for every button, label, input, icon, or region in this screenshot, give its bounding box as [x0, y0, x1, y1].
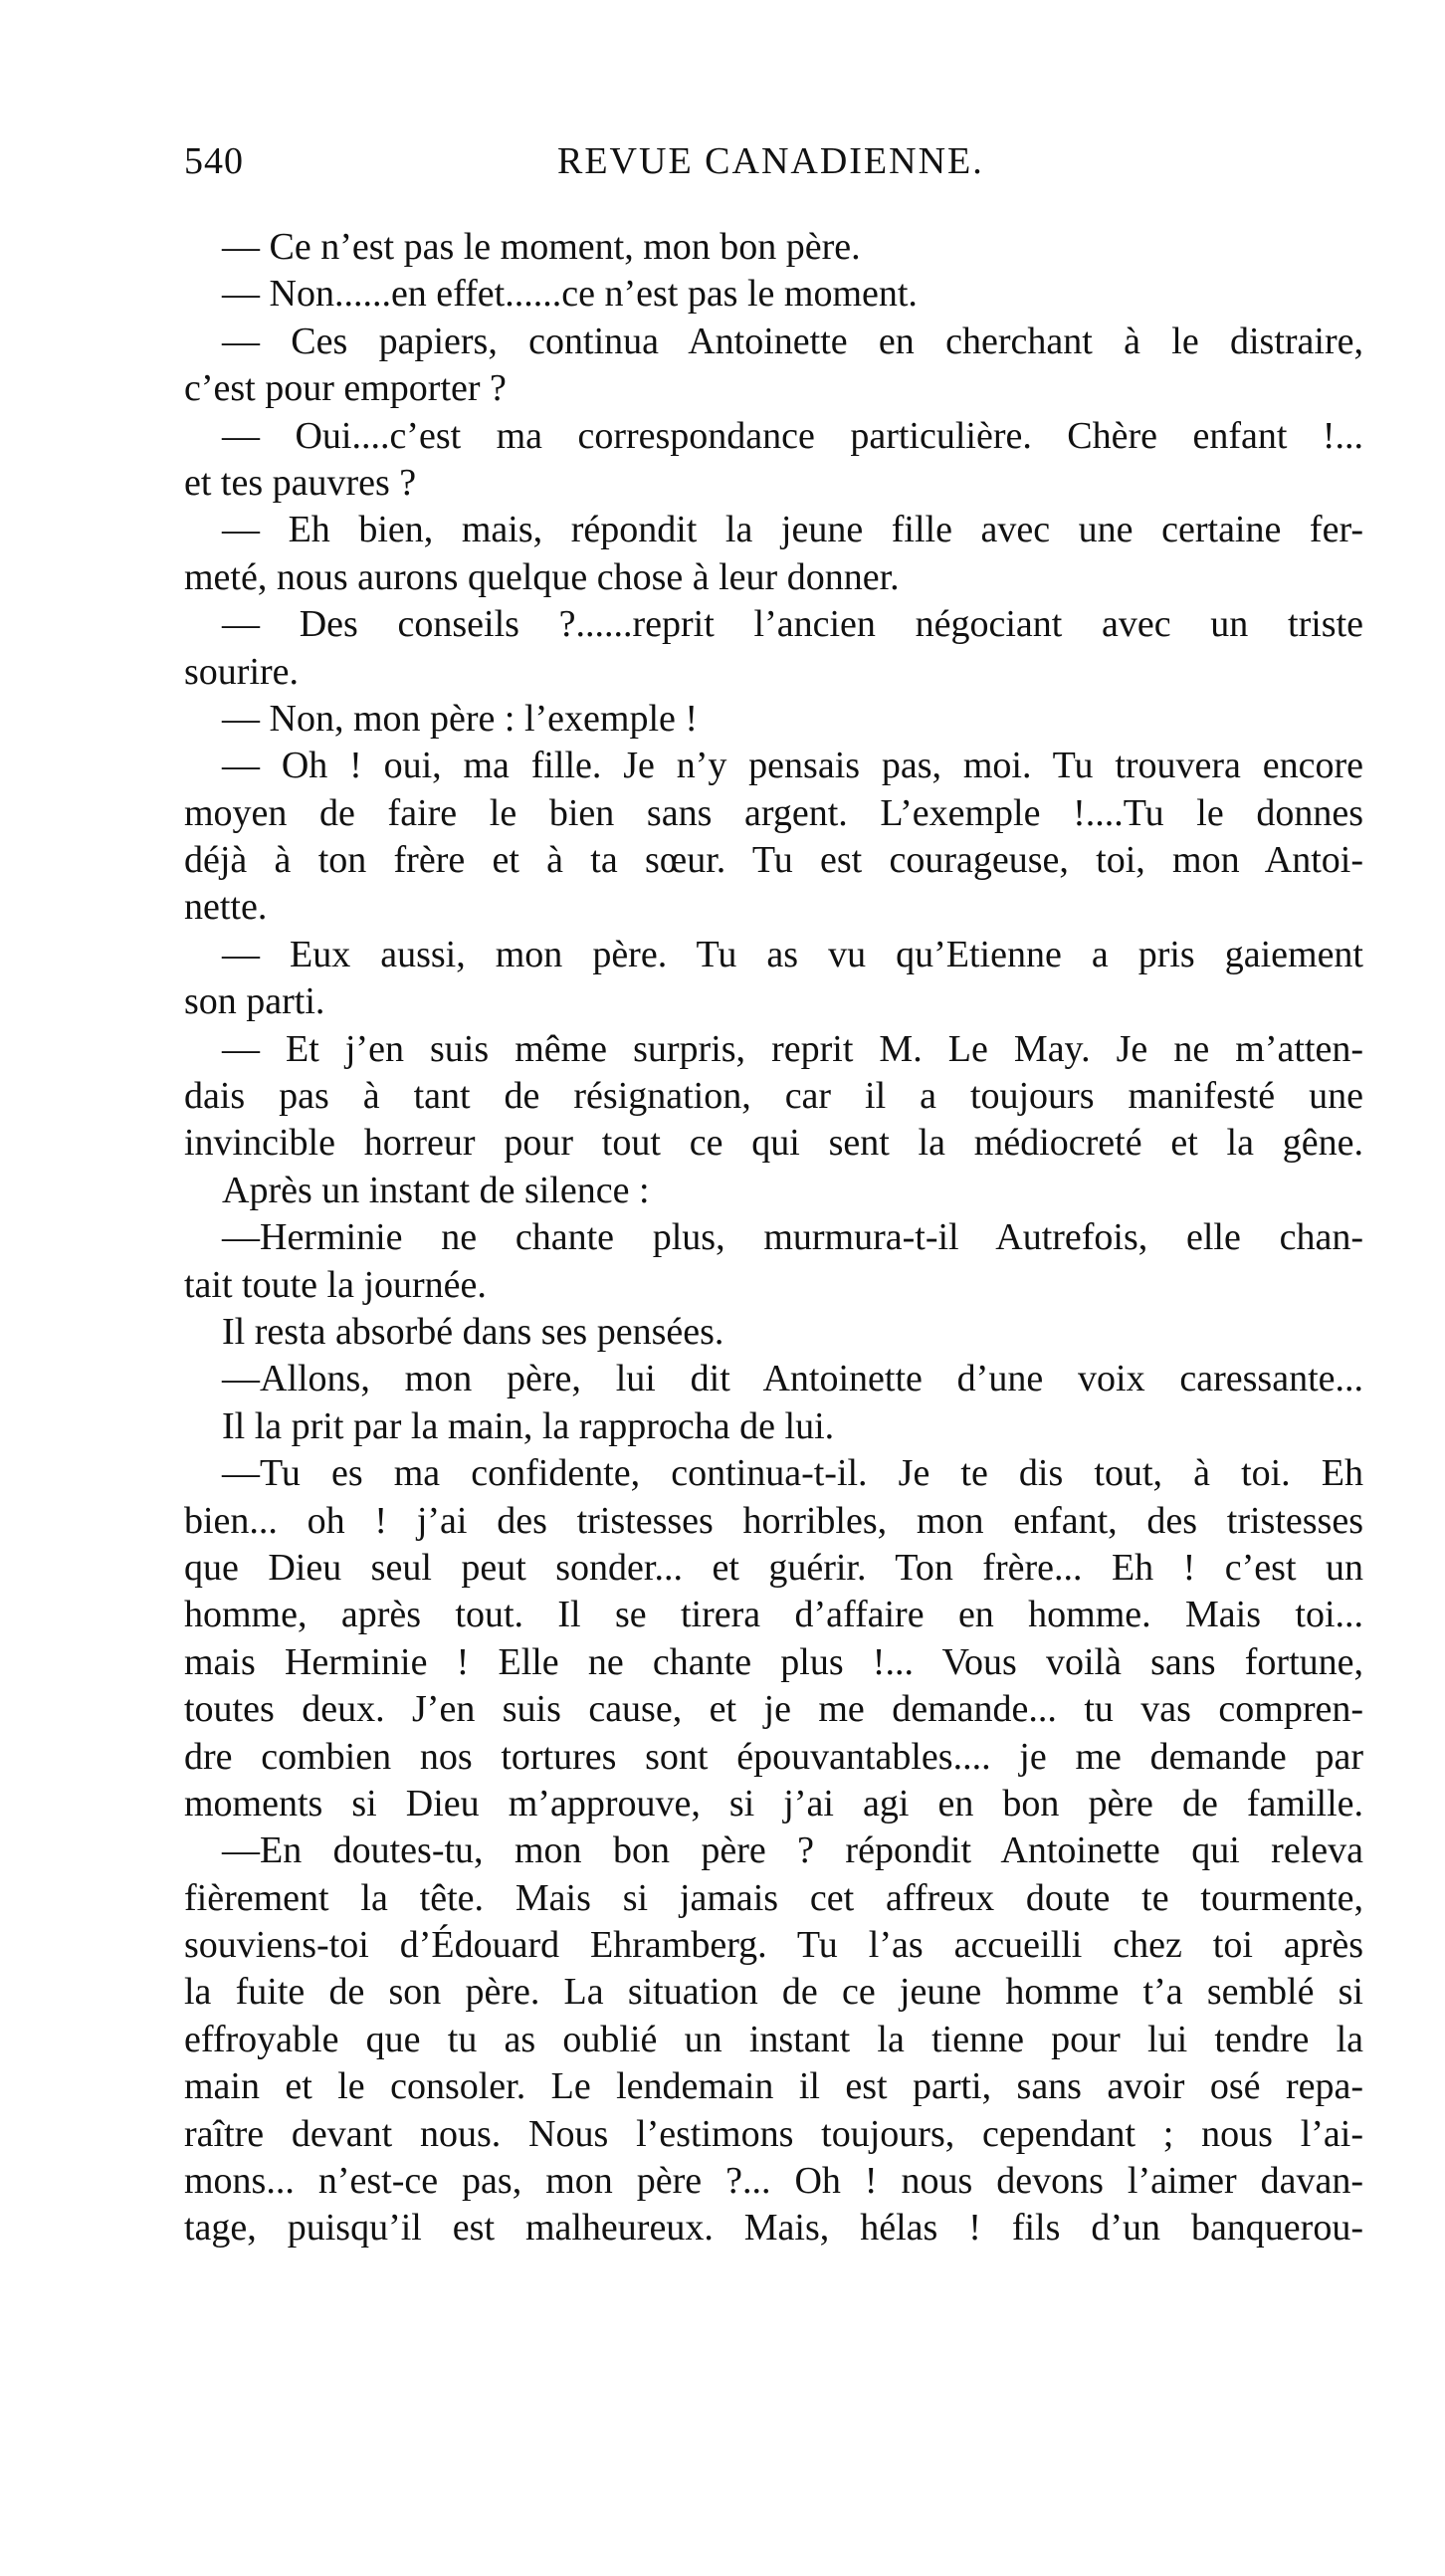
text-line: — Eh bien, mais, répondit la jeune fille avec une certaine fer- [222, 509, 1363, 551]
body-text [184, 224, 1363, 2253]
text-line: bien... oh ! j’ai des tristesses horribles, mon enfant, des tristesses [184, 1499, 1363, 1542]
page-header [184, 139, 1358, 189]
text-line: — Oh ! oui, ma fille. Je n’y pensais pas, moi. Tu trouvera encore [222, 745, 1363, 787]
page-number: 540 [184, 140, 244, 182]
text-line: — Eux aussi, mon père. Tu as vu qu’Etienne a pris gaiement [222, 933, 1363, 975]
text-line: dais pas à tant de résignation, car il a toujours manifesté une [184, 1075, 1363, 1118]
text-line: mons... n’est-ce pas, mon père ?... Oh ! nous devons l’aimer davan- [184, 2160, 1363, 2203]
text-line: — Non, mon père : l’exemple ! [222, 697, 699, 740]
text-line: tait toute la journée. [184, 1263, 487, 1306]
text-line: c’est pour emporter ? [184, 367, 507, 410]
text-line: invincible horreur pour tout ce qui sent la médiocreté et la gêne. [184, 1122, 1363, 1165]
text-line: Après un instant de silence : [222, 1169, 650, 1211]
text-line: homme, après tout. Il se tirera d’affaire en homme. Mais toi... [184, 1594, 1363, 1636]
text-line: — Et j’en suis même surpris, reprit M. Le May. Je ne m’atten- [222, 1027, 1363, 1070]
text-line: dre combien nos tortures sont épouvantables.... je me demande par [184, 1735, 1363, 1778]
text-line: tage, puisqu’il est malheureux. Mais, hélas ! fils d’un banquerou- [184, 2207, 1363, 2250]
text-line: moyen de faire le bien sans argent. L’exemple !....Tu le donnes [184, 791, 1363, 834]
text-line: que Dieu seul peut sonder... et guérir. Ton frère... Eh ! c’est un [184, 1546, 1363, 1589]
text-line: nette. [184, 886, 268, 929]
text-line: raître devant nous. Nous l’estimons toujours, cependant ; nous l’ai- [184, 2112, 1363, 2155]
text-line: et tes pauvres ? [184, 461, 417, 504]
running-title: REVUE CANADIENNE. [557, 140, 984, 182]
text-line: son parti. [184, 980, 325, 1023]
text-line: moments si Dieu m’approuve, si j’ai agi en bon père de famille. [184, 1782, 1363, 1825]
text-line: mais Herminie ! Elle ne chante plus !... Vous voilà sans fortune, [184, 1640, 1363, 1683]
text-line: meté, nous aurons quelque chose à leur donner. [184, 555, 900, 598]
text-line: toutes deux. J’en suis cause, et je me demande... tu vas compren- [184, 1688, 1363, 1731]
text-line: la fuite de son père. La situation de ce jeune homme t’a semblé si [184, 1971, 1363, 2014]
text-line: — Des conseils ?......reprit l’ancien négociant avec un triste [222, 603, 1363, 646]
text-line: Il la prit par la main, la rapprocha de lui. [222, 1404, 835, 1447]
text-line: —En doutes-tu, mon bon père ? répondit Antoinette qui releva [222, 1829, 1363, 1872]
text-line: —Herminie ne chante plus, murmura-t-il Autrefois, elle chan- [222, 1216, 1363, 1259]
text-line: —Allons, mon père, lui dit Antoinette d’une voix caressante... [222, 1358, 1363, 1400]
text-line: main et le consoler. Le lendemain il est parti, sans avoir osé repa- [184, 2065, 1363, 2108]
text-line: déjà à ton frère et à ta sœur. Tu est courageuse, toi, mon Antoi- [184, 839, 1363, 882]
text-line: souviens-toi d’Édouard Ehramberg. Tu l’as accueilli chez toi après [184, 1924, 1363, 1967]
text-line: — Non......en effet......ce n’est pas le moment. [222, 273, 918, 316]
text-line: — Ces papiers, continua Antoinette en cherchant à le distraire, [222, 320, 1363, 362]
text-line: — Oui....c’est ma correspondance particulière. Chère enfant !... [222, 414, 1363, 457]
text-line: —Tu es ma confidente, continua-t-il. Je te dis tout, à toi. Eh [222, 1452, 1363, 1495]
text-line: fièrement la tête. Mais si jamais cet affreux doute te tourmente, [184, 1876, 1363, 1919]
text-line: — Ce n’est pas le moment, mon bon père. [222, 226, 861, 268]
text-line: effroyable que tu as oublié un instant la tienne pour lui tendre la [184, 2018, 1363, 2060]
text-line: Il resta absorbé dans ses pensées. [222, 1310, 724, 1353]
text-line: sourire. [184, 650, 300, 693]
